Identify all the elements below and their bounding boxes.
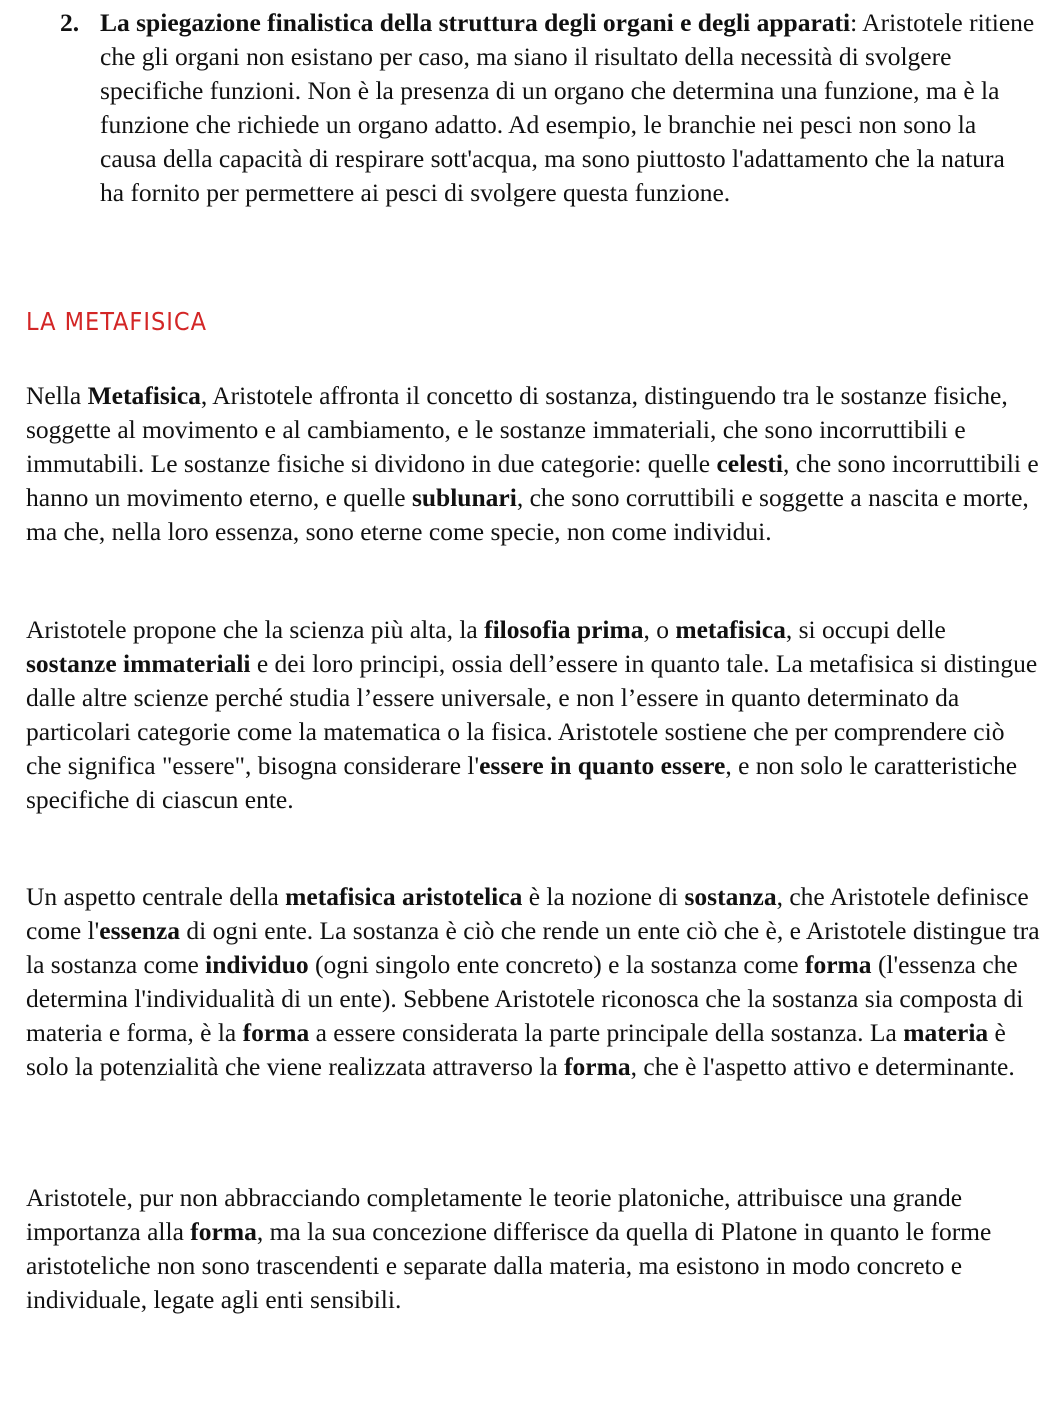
bold-run: forma — [805, 950, 872, 979]
text-run: , che è l'aspetto attivo e determinante. — [630, 1052, 1015, 1081]
text-run: Un aspetto centrale della — [26, 882, 286, 911]
text-run: , Aristotele affronta il concetto di sostanza, distinguendo tra le sostanze fisiche, soggette al movimento e al cambiamento, e le sostanze immateriali, che sono incorruttibili e immutabili. Le sostanze fisiche si dividono in due categorie: quelle — [26, 381, 1008, 478]
text-run: , ma la sua concezione differisce da quella di Platone in quanto le forme aristoteliche non sono trascendenti e separate dalla materia, ma esistono in modo concreto e individuale, legate agli enti sensibili. — [26, 1217, 992, 1314]
text-run: , e non solo le caratteristiche specifiche di ciascun ente. — [26, 751, 1018, 814]
paragraph-3 — [26, 880, 1041, 1084]
text-run: , o — [643, 615, 676, 644]
text-run: , che sono corruttibili e soggette a nascita e morte, ma che, nella loro essenza, sono eterne come specie, non come individui. — [26, 483, 1029, 546]
text-run: di ogni ente. La sostanza è ciò che rende un ente ciò che è, e Aristotele distingue tra la sostanza come — [26, 916, 1040, 979]
bold-run: forma — [242, 1018, 310, 1047]
bold-run: essere in quanto essere — [479, 751, 726, 780]
list-item-2 — [60, 6, 1035, 210]
list-item-body: Aristotele ritiene che gli organi non esistano per caso, ma siano il risultato della necessità di svolgere specifiche funzioni. Non è la presenza di un organo che determina una funzione, ma è la funzione che richiede un organo adatto. Ad esempio, le branchie nei pesci non sono la causa della capacità di respirare sott'acqua, ma sono piuttosto l'adattamento che la natura ha fornito per permettere ai pesci di svolgere questa funzione. — [100, 8, 1035, 207]
text-run: , che Aristotele definisce come l' — [26, 882, 1029, 945]
bold-run: forma — [190, 1217, 257, 1246]
list-item-title: La spiegazione finalistica della struttura degli organi e degli apparati — [100, 8, 851, 37]
paragraph-4 — [26, 1181, 1041, 1317]
bold-run: materia — [903, 1018, 989, 1047]
text-run: , si occupi delle — [785, 615, 946, 644]
text-run: , che sono incorruttibili e hanno un movimento eterno, e quelle — [26, 449, 1039, 512]
text-run: a essere considerata la parte principale della sostanza. La — [309, 1018, 904, 1047]
bold-run: metafisica — [675, 615, 786, 644]
paragraph-1 — [26, 379, 1041, 549]
bold-run: individuo — [205, 950, 309, 979]
bold-run: filosofia prima — [484, 615, 644, 644]
paragraph-2 — [26, 613, 1041, 817]
text-run: Aristotele, pur non abbracciando completamente le teorie platoniche, attribuisce una grande importanza alla — [26, 1183, 963, 1246]
text-run: e dei loro principi, ossia dell’essere in quanto tale. La metafisica si distingue dalle altre scienze perché studia l’essere universale, e non l’essere in quanto determinato da particolari categorie come la matematica o la fisica. Aristotele sostiene che per comprendere ciò che significa "essere", bisogna considerare l' — [26, 649, 1038, 780]
text-run: Aristotele propone che la scienza più alta, la — [26, 615, 485, 644]
bold-run: Metafisica — [87, 381, 201, 410]
bold-run: forma — [564, 1052, 631, 1081]
text-run: è la nozione di — [522, 882, 685, 911]
bold-run: sostanza — [684, 882, 777, 911]
list-item-text — [100, 6, 1035, 210]
bold-run: metafisica aristotelica — [285, 882, 523, 911]
bold-run: essenza — [99, 916, 181, 945]
section-heading: LA METAFISICA — [26, 307, 207, 336]
text-run: Nella — [26, 381, 88, 410]
bold-run: celesti — [716, 449, 783, 478]
bold-run: sostanze immateriali — [26, 649, 251, 678]
text-run: è solo la potenzialità che viene realizzata attraverso la — [26, 1018, 1006, 1081]
text-run: (l'essenza che determina l'individualità di un ente). Sebbene Aristotele riconosca che la sostanza sia composta di materia e forma, è la — [26, 950, 1024, 1047]
text-run: (ogni singolo ente concreto) e la sostanza come — [308, 950, 805, 979]
list-item-colon: : — [850, 8, 858, 37]
list-number: 2. — [60, 8, 80, 37]
bold-run: sublunari — [411, 483, 517, 512]
